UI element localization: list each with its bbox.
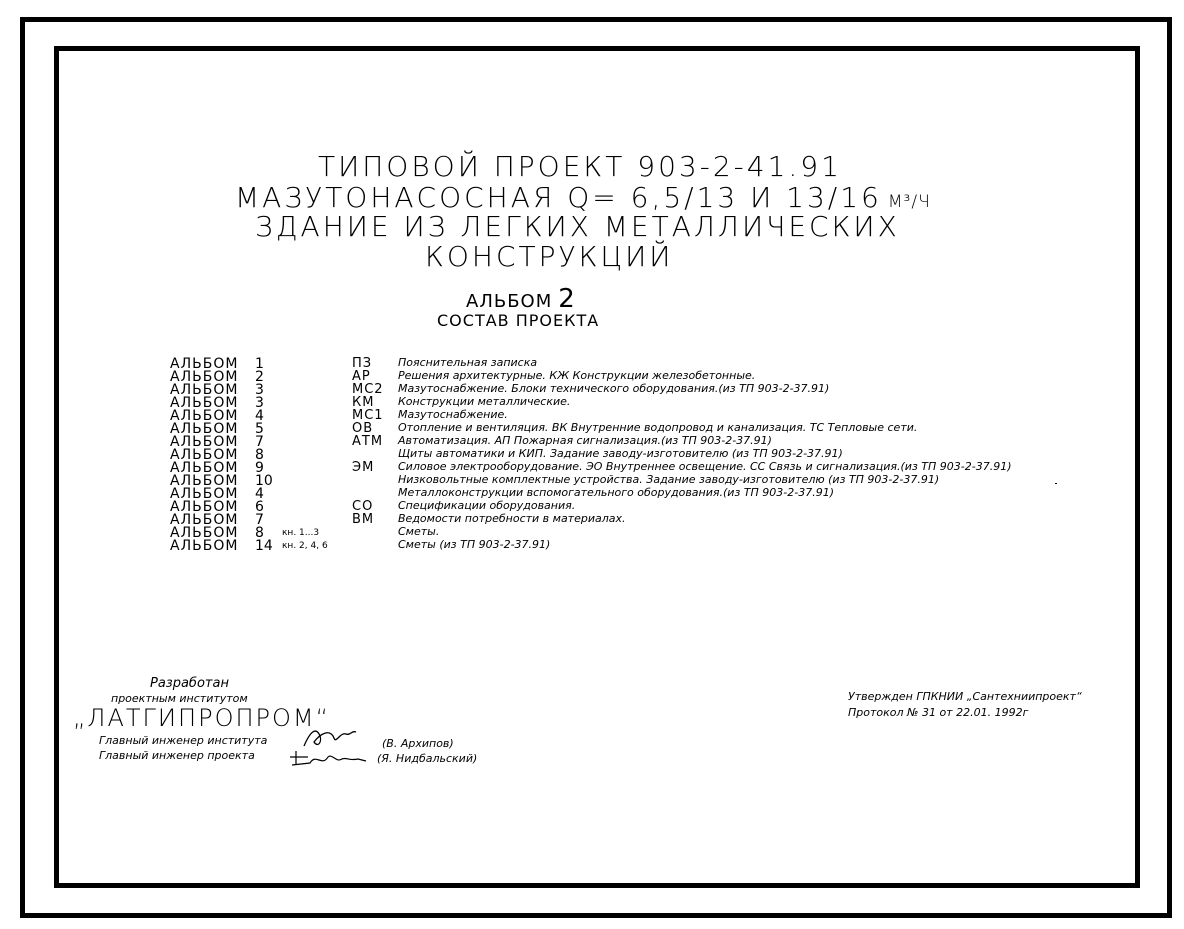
section-code: КМ xyxy=(352,395,375,410)
album-number: 7 xyxy=(255,512,264,528)
developed-label: Разработан xyxy=(150,676,229,691)
album-number: 8 xyxy=(255,525,264,541)
album-label: АЛЬБОМ xyxy=(170,447,239,463)
section-code: АТМ xyxy=(352,434,384,449)
section-code: ЭМ xyxy=(352,460,375,475)
book-numbers: кн. 2, 4, 6 xyxy=(282,541,328,551)
album-label: АЛЬБОМ xyxy=(170,525,239,541)
album-label: АЛЬБОМ xyxy=(170,460,239,476)
album-number: 9 xyxy=(255,460,264,476)
album-label: АЛЬБОМ xyxy=(170,369,239,385)
album-label: АЛЬБОМ xyxy=(170,408,239,424)
section-description: Отопление и вентиляция. ВК Внутренние водопровод и канализация. ТС Тепловые сети. xyxy=(398,421,918,434)
section-description: Мазутоснабжение. Блоки технического оборудования.(из ТП 903-2-37.91) xyxy=(398,382,830,395)
composition-heading: СОСТАВ ПРОЕКТА xyxy=(437,311,600,330)
title-line-2-text: МАЗУТОНАСОСНАЯ Q= 6,5/13 И 13/16 xyxy=(235,181,882,214)
album-number: 8 xyxy=(255,447,264,463)
section-code: ПЗ xyxy=(352,356,373,371)
album-label: АЛЬБОМ xyxy=(170,356,239,372)
name-nidbalsky: (Я. Нидбальский) xyxy=(377,752,478,765)
section-description: Металлоконструкции вспомогательного оборудования.(из ТП 903-2-37.91) xyxy=(398,486,834,499)
album-label: АЛЬБОМ xyxy=(170,395,239,411)
title-line-3: ЗДАНИЕ ИЗ ЛЕГКИХ МЕТАЛЛИЧЕСКИХ xyxy=(255,210,900,243)
album-number: 3 xyxy=(255,382,264,398)
album-number: 3 xyxy=(255,395,264,411)
section-description: Автоматизация. АП Пожарная сигнализация.(из ТП 903-2-37.91) xyxy=(398,434,772,447)
signature-2 xyxy=(288,747,368,769)
institute-name: „ЛАТГИПРОПРОМ“ xyxy=(73,704,331,732)
section-description: Спецификации оборудования. xyxy=(398,499,576,512)
album-number: 5 xyxy=(255,421,264,437)
protocol-line: Протокол № 31 от 22.01. 1992г xyxy=(848,706,1029,719)
album-heading xyxy=(466,284,576,314)
book-numbers: кн. 1...3 xyxy=(282,528,320,538)
chief-engineer-institute-label: Главный инженер института xyxy=(99,734,268,747)
title-line-4: КОНСТРУКЦИЙ xyxy=(425,240,674,273)
section-description: Ведомости потребности в материалах. xyxy=(398,512,626,525)
album-number: 14 xyxy=(255,538,273,554)
album-number: 1 xyxy=(255,356,264,372)
section-code: ОВ xyxy=(352,421,374,436)
name-arkhipov: (В. Архипов) xyxy=(382,737,454,750)
section-description: Щиты автоматики и КИП. Задание заводу-изготовителю (из ТП 903-2-37.91) xyxy=(398,447,843,460)
section-description: Сметы (из ТП 903-2-37.91) xyxy=(398,538,551,551)
album-heading-label: АЛЬБОМ xyxy=(466,291,553,312)
album-label: АЛЬБОМ xyxy=(170,473,239,489)
title-line-1: ТИПОВОЙ ПРОЕКТ 903-2-41.91 xyxy=(318,150,842,183)
album-number: 4 xyxy=(255,486,264,502)
album-label: АЛЬБОМ xyxy=(170,382,239,398)
album-number: 2 xyxy=(255,369,264,385)
section-description: Решения архитектурные. КЖ Конструкции железобетонные. xyxy=(398,369,756,382)
album-number: 10 xyxy=(255,473,273,489)
section-description: Силовое электрооборудование. ЭО Внутреннее освещение. СС Связь и сигнализация.(из ТП 903-2-37.91) xyxy=(398,460,1012,473)
album-number: 7 xyxy=(255,434,264,450)
album-label: АЛЬБОМ xyxy=(170,421,239,437)
section-code: СО xyxy=(352,499,374,514)
developed-by-label: проектным институтом xyxy=(111,692,248,705)
album-label: АЛЬБОМ xyxy=(170,486,239,502)
section-description: Сметы. xyxy=(398,525,440,538)
section-description: Конструкции металлические. xyxy=(398,395,571,408)
approval-line: Утвержден ГПКНИИ „Сантехниипроект“ xyxy=(848,690,1082,703)
album-number: 6 xyxy=(255,499,264,515)
section-code: АР xyxy=(352,369,371,384)
album-label: АЛЬБОМ xyxy=(170,434,239,450)
section-code: МС1 xyxy=(352,408,384,423)
section-code: МС2 xyxy=(352,382,384,397)
album-heading-number: 2 xyxy=(558,284,576,314)
section-description: Мазутоснабжение. xyxy=(398,408,508,421)
title-unit: М³/Ч xyxy=(887,192,931,212)
album-label: АЛЬБОМ xyxy=(170,499,239,515)
album-number: 4 xyxy=(255,408,264,424)
stray-mark xyxy=(1055,483,1057,484)
chief-engineer-project-label: Главный инженер проекта xyxy=(99,749,255,762)
album-label: АЛЬБОМ xyxy=(170,538,239,554)
section-description: Пояснительная записка xyxy=(398,356,538,369)
section-description: Низковольтные комплектные устройства. Задание заводу-изготовителю (из ТП 903-2-37.91) xyxy=(398,473,940,486)
album-label: АЛЬБОМ xyxy=(170,512,239,528)
section-code: ВМ xyxy=(352,512,375,527)
